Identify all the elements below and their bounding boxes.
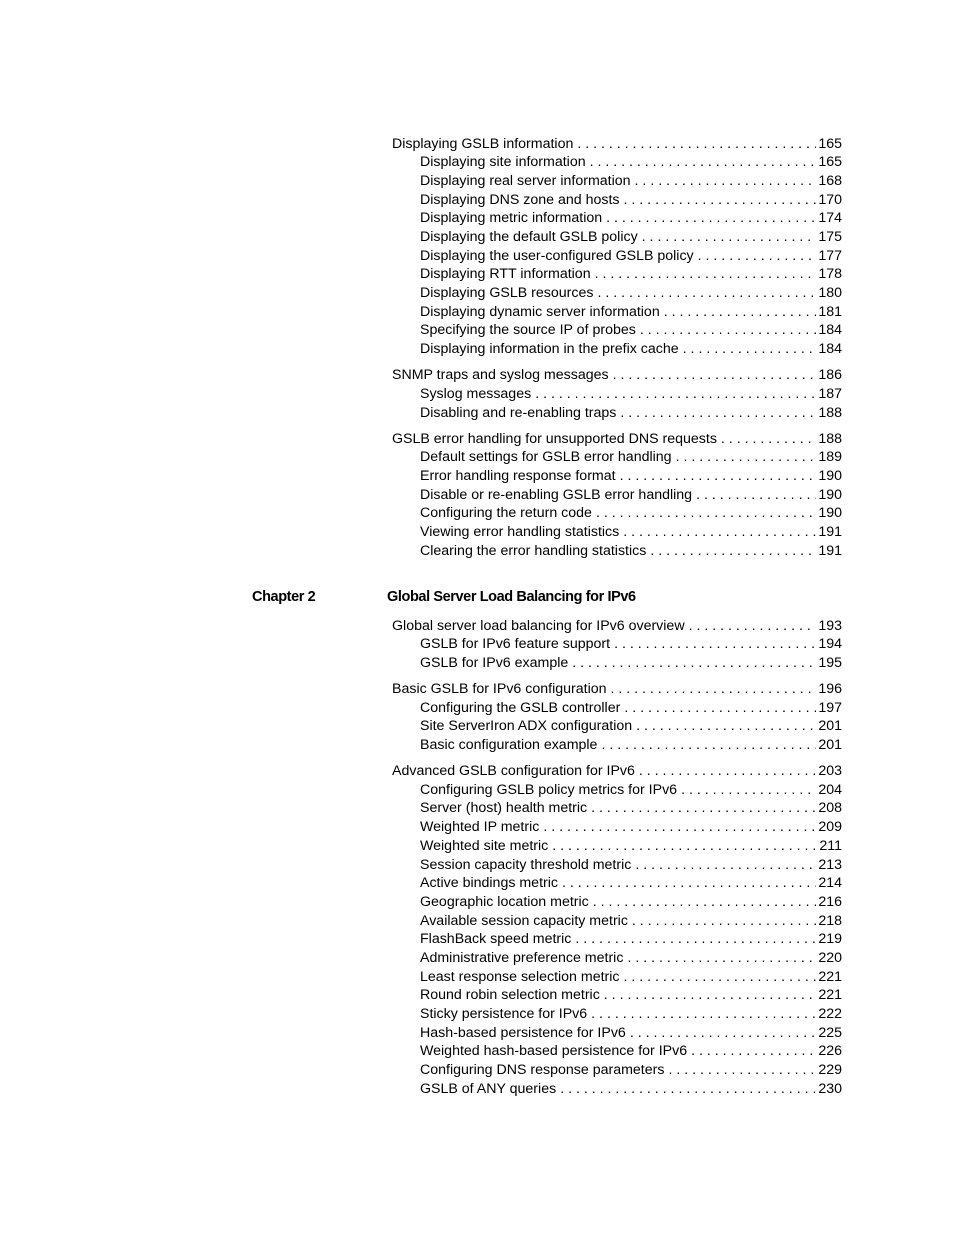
- toc-page-number: 191: [818, 542, 842, 559]
- toc-subentry[interactable]: [392, 191, 842, 210]
- dot-leader: [692, 486, 816, 505]
- chapter-label: Chapter 2: [252, 589, 316, 605]
- dot-leader: [717, 430, 816, 449]
- toc-group: [392, 366, 842, 422]
- toc-page-number: 221: [818, 968, 842, 985]
- toc-entry-title: Hash-based persistence for IPv6: [420, 1024, 626, 1041]
- dot-leader: [568, 654, 816, 673]
- toc-subentry[interactable]: [392, 699, 842, 718]
- toc-page-number: 221: [818, 987, 842, 1004]
- toc-page-number: 170: [818, 191, 842, 208]
- toc-page-number: 188: [818, 404, 842, 421]
- toc-subentry[interactable]: [392, 717, 842, 736]
- dot-leader: [672, 448, 817, 467]
- dot-leader: [677, 781, 816, 800]
- dot-leader: [548, 837, 817, 856]
- toc-entry[interactable]: [392, 680, 842, 699]
- toc-subentry[interactable]: [392, 1080, 842, 1099]
- toc-subentry[interactable]: [392, 228, 842, 247]
- toc-page-number: 229: [818, 1062, 842, 1079]
- toc-entry-title: Server (host) health metric: [420, 800, 588, 817]
- toc-entry-title: Displaying real server information: [420, 172, 631, 189]
- dot-leader: [694, 247, 817, 266]
- toc-subentry[interactable]: [392, 153, 842, 172]
- toc-subentry[interactable]: [392, 284, 842, 303]
- toc-subentry[interactable]: [392, 781, 842, 800]
- toc-entry-title: Default settings for GSLB error handling: [420, 449, 672, 466]
- toc-subentry[interactable]: [392, 874, 842, 893]
- toc-page-number: 181: [818, 303, 842, 320]
- toc-page-number: 197: [818, 699, 842, 716]
- toc-entry-title: Advanced GSLB configuration for IPv6: [392, 763, 635, 780]
- dot-leader: [589, 893, 817, 912]
- toc-subentry[interactable]: [392, 385, 842, 404]
- toc-subentry[interactable]: [392, 837, 842, 856]
- dot-leader: [600, 986, 817, 1005]
- toc-entry-title: SNMP traps and syslog messages: [392, 367, 609, 384]
- dot-leader: [679, 340, 817, 359]
- dot-leader: [687, 1042, 816, 1061]
- toc-subentry[interactable]: [392, 448, 842, 467]
- toc-page-number: 219: [818, 931, 842, 948]
- toc-entry-title: GSLB of ANY queries: [420, 1080, 557, 1097]
- toc-entry-title: Weighted IP metric: [420, 819, 540, 836]
- toc-page-number: 190: [818, 505, 842, 522]
- dot-leader: [626, 1024, 817, 1043]
- toc-subentry[interactable]: [392, 949, 842, 968]
- toc-entry-title: Displaying metric information: [420, 210, 603, 227]
- toc-subentry[interactable]: [392, 542, 842, 561]
- toc-subentry[interactable]: [392, 986, 842, 1005]
- dot-leader: [556, 1080, 816, 1099]
- toc-page-number: 226: [818, 1043, 842, 1060]
- toc-subentry[interactable]: [392, 467, 842, 486]
- toc-page-number: 211: [819, 837, 842, 854]
- toc-entry-title: Disabling and re-enabling traps: [420, 404, 617, 421]
- toc-page-number: 213: [818, 856, 842, 873]
- toc-page-number: 193: [818, 617, 842, 634]
- toc-subentry[interactable]: [392, 172, 842, 191]
- toc-entry-title: GSLB for IPv6 feature support: [420, 636, 611, 653]
- toc-page-number: 216: [818, 893, 842, 910]
- toc-subentry[interactable]: [392, 265, 842, 284]
- toc-page-number: 186: [818, 367, 842, 384]
- dot-leader: [558, 874, 816, 893]
- dot-leader: [586, 153, 817, 172]
- toc-entry-title: Disable or re-enabling GSLB error handling: [420, 486, 693, 503]
- toc-entry-title: Displaying the default GSLB policy: [420, 228, 638, 245]
- toc-entry-title: Weighted site metric: [420, 837, 549, 854]
- toc-page-number: 184: [818, 341, 842, 358]
- dot-leader: [660, 303, 817, 322]
- dot-leader: [597, 736, 816, 755]
- toc-entry-title: Displaying site information: [420, 154, 586, 171]
- dot-leader: [610, 635, 816, 654]
- toc-subentry[interactable]: [392, 893, 842, 912]
- toc-entry-title: Global server load balancing for IPv6 overview: [392, 617, 685, 634]
- toc-page-number: 190: [818, 467, 842, 484]
- dot-leader: [631, 856, 816, 875]
- toc-page-number: 184: [818, 322, 842, 339]
- toc-subentry[interactable]: [392, 486, 842, 505]
- dot-leader: [620, 968, 817, 987]
- toc-entry-title: Sticky persistence for IPv6: [420, 1006, 588, 1023]
- toc-group: [392, 135, 842, 359]
- toc-entry-title: Basic GSLB for IPv6 configuration: [392, 680, 607, 697]
- toc-subentry[interactable]: [392, 504, 842, 523]
- toc-subentry[interactable]: [392, 404, 842, 423]
- toc-entry-title: Administrative preference metric: [420, 949, 624, 966]
- toc-entry-title: Viewing error handling statistics: [420, 524, 620, 541]
- toc-page-number: 191: [818, 524, 842, 541]
- toc-entry-title: Least response selection metric: [420, 968, 620, 985]
- toc-group: [392, 617, 842, 673]
- toc-page-number: 165: [818, 135, 842, 152]
- toc-page-number: 178: [818, 266, 842, 283]
- toc-entry[interactable]: [392, 366, 842, 385]
- dot-leader: [531, 385, 816, 404]
- toc-subentry[interactable]: [392, 635, 842, 654]
- toc-entry-title: Displaying GSLB resources: [420, 285, 594, 301]
- dot-leader: [591, 265, 817, 284]
- toc-subentry[interactable]: [392, 340, 842, 359]
- toc-entry-title: Displaying the user-configured GSLB policy: [420, 247, 694, 264]
- toc-entry-title: Configuring the return code: [420, 505, 592, 522]
- chapter-heading: [252, 586, 852, 608]
- toc-page-number: 187: [818, 385, 842, 402]
- toc-entry-title: Available session capacity metric: [420, 912, 628, 929]
- toc-page-number: 177: [818, 247, 842, 264]
- dot-leader: [620, 191, 817, 210]
- toc-page-number: 222: [818, 1006, 842, 1023]
- dot-leader: [628, 912, 816, 931]
- toc-entry-title: Geographic location metric: [420, 893, 589, 910]
- toc-entry-title: Active bindings metric: [420, 875, 558, 892]
- toc-subentry[interactable]: [392, 968, 842, 987]
- dot-leader: [587, 799, 816, 818]
- toc-page-number: 196: [818, 680, 842, 697]
- toc-section-2: [392, 617, 842, 1106]
- dot-leader: [646, 542, 816, 561]
- toc-group: [392, 762, 842, 1098]
- toc-subentry[interactable]: [392, 654, 842, 673]
- dot-leader: [619, 523, 816, 542]
- toc-group: [392, 430, 842, 561]
- toc-entry-title: Configuring DNS response parameters: [420, 1062, 665, 1079]
- dot-leader: [664, 1061, 816, 1080]
- dot-leader: [632, 717, 816, 736]
- toc-entry-title: Error handling response format: [420, 467, 616, 484]
- dot-leader: [592, 504, 816, 523]
- dot-leader: [571, 930, 816, 949]
- toc-subentry[interactable]: [392, 818, 842, 837]
- toc-entry[interactable]: [392, 430, 842, 449]
- toc-entry-title: Specifying the source IP of probes: [420, 322, 636, 339]
- toc-subentry[interactable]: [392, 856, 842, 875]
- toc-entry-title: Displaying dynamic server information: [420, 303, 660, 320]
- toc-group: [392, 680, 842, 755]
- toc-subentry[interactable]: [392, 1005, 842, 1024]
- dot-leader: [616, 467, 817, 486]
- toc-entry-title: Displaying GSLB information: [392, 135, 574, 152]
- toc-entry-title: Basic configuration example: [420, 737, 598, 754]
- toc-entry-title: FlashBack speed metric: [420, 931, 572, 948]
- dot-leader: [607, 680, 817, 699]
- toc-subentry[interactable]: [392, 930, 842, 949]
- toc-entry-title: GSLB for IPv6 example: [420, 654, 569, 671]
- toc-page-number: 165: [818, 154, 842, 171]
- toc-page-number: 201: [818, 718, 842, 735]
- toc-entry-title: Site ServerIron ADX configuration: [420, 718, 633, 735]
- toc-entry-title: Displaying DNS zone and hosts: [420, 191, 620, 208]
- toc-subentry[interactable]: [392, 912, 842, 931]
- toc-page-number: 189: [818, 449, 842, 466]
- dot-leader: [602, 209, 816, 228]
- dot-leader: [636, 321, 816, 340]
- toc-page-number: 203: [818, 763, 842, 780]
- toc-page-number: 225: [818, 1024, 842, 1041]
- dot-leader: [623, 949, 816, 968]
- toc-entry-title: Displaying information in the prefix cache: [420, 341, 679, 358]
- toc-entry-title: Clearing the error handling statistics: [420, 542, 647, 559]
- toc-subentry[interactable]: [392, 1042, 842, 1061]
- toc-entry-title: Round robin selection metric: [420, 987, 600, 1004]
- toc-page-number: 204: [818, 781, 842, 798]
- toc-entry-title: Displaying RTT information: [420, 266, 591, 283]
- toc-page-number: 174: [818, 210, 842, 227]
- dot-leader: [638, 228, 817, 247]
- toc-entry-title: Configuring GSLB policy metrics for IPv6: [420, 781, 678, 798]
- toc-page-number: 208: [818, 800, 842, 817]
- toc-subentry[interactable]: [392, 1024, 842, 1043]
- toc-page-number: 194: [818, 636, 842, 653]
- toc-page-number: 188: [818, 430, 842, 447]
- dot-leader: [635, 762, 816, 781]
- toc-page-number: 175: [818, 228, 842, 245]
- dot-leader: [587, 1005, 816, 1024]
- chapter-title: Global Server Load Balancing for IPv6: [387, 589, 636, 605]
- dot-leader: [593, 284, 816, 303]
- toc-page-number: 209: [818, 819, 842, 836]
- dot-leader: [539, 818, 816, 837]
- toc-entry-title: Weighted hash-based persistence for IPv6: [420, 1043, 688, 1060]
- toc-entry[interactable]: [392, 762, 842, 781]
- dot-leader: [616, 404, 816, 423]
- toc-page-number: 218: [818, 912, 842, 929]
- toc-page-number: 220: [818, 949, 842, 966]
- toc-subentry[interactable]: [392, 209, 842, 228]
- toc-page-number: 190: [818, 486, 842, 503]
- toc-subentry[interactable]: [392, 523, 842, 542]
- dot-leader: [573, 135, 816, 154]
- toc-page-number: 201: [818, 737, 842, 754]
- toc-subentry[interactable]: [392, 321, 842, 340]
- toc-subentry[interactable]: [392, 1061, 842, 1080]
- toc-subentry[interactable]: [392, 303, 842, 322]
- toc-entry-title: Session capacity threshold metric: [420, 856, 632, 873]
- toc-page-number: 230: [818, 1080, 842, 1097]
- toc-page-number: 214: [818, 875, 842, 892]
- toc-subentry[interactable]: [392, 799, 842, 818]
- toc-entry[interactable]: [392, 617, 842, 636]
- toc-section-1: [392, 135, 842, 568]
- toc-subentry[interactable]: [392, 247, 842, 266]
- toc-entry-title: GSLB error handling for unsupported DNS requests: [392, 430, 717, 447]
- toc-entry-title: Syslog messages: [420, 385, 532, 402]
- dot-leader: [631, 172, 817, 191]
- toc-entry[interactable]: [392, 135, 842, 154]
- toc-subentry[interactable]: [392, 736, 842, 755]
- dot-leader: [685, 617, 817, 636]
- dot-leader: [620, 699, 816, 718]
- toc-page-number: 180: [818, 285, 842, 301]
- toc-page-number: 195: [818, 654, 842, 671]
- toc-page-number: 168: [818, 172, 842, 189]
- dot-leader: [609, 366, 817, 385]
- toc-entry-title: Configuring the GSLB controller: [420, 699, 621, 716]
